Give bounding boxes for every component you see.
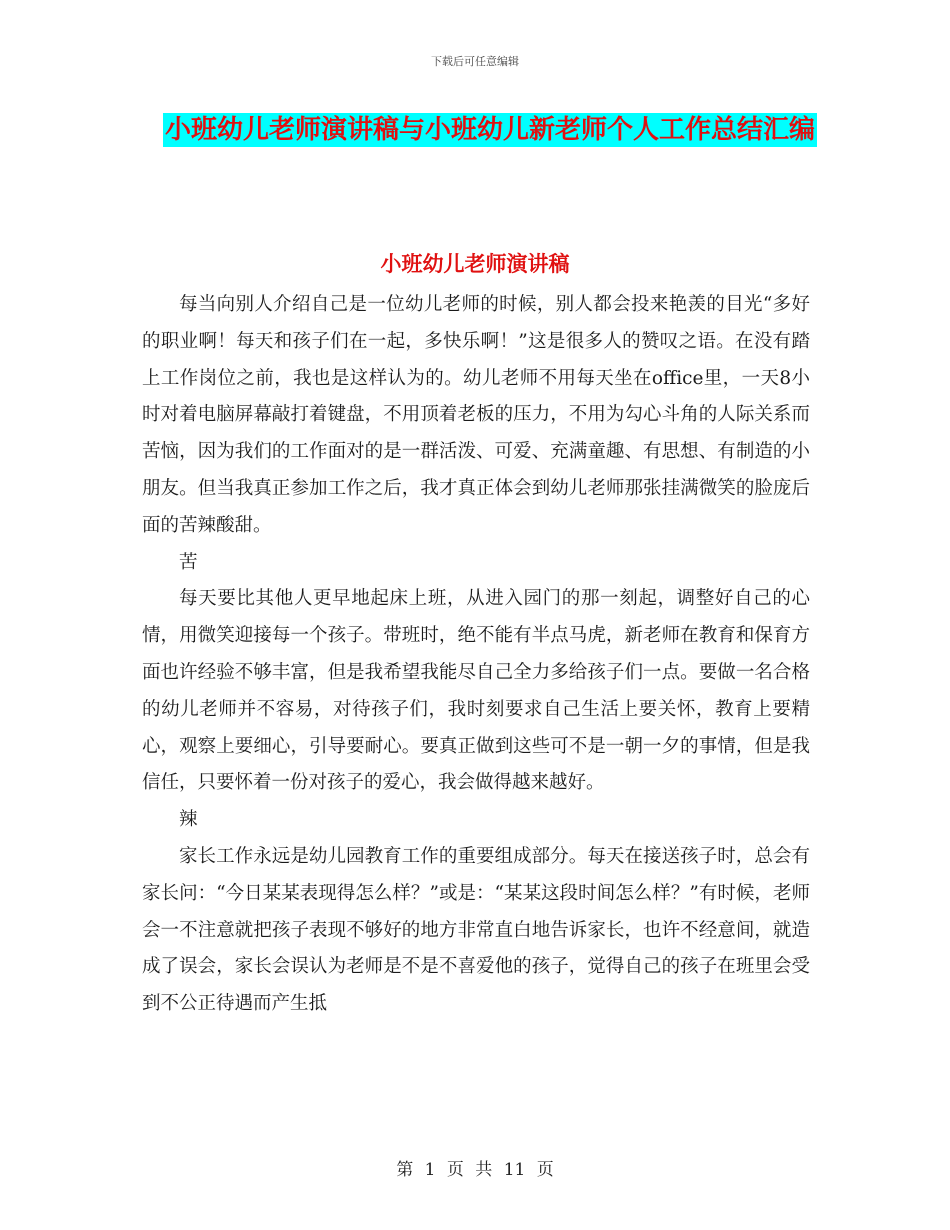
document-title-text: 小班幼儿老师演讲稿与小班幼儿新老师个人工作总结汇编	[164, 115, 815, 145]
paragraph-heading: 辣	[179, 809, 198, 831]
document-title	[140, 108, 840, 152]
section-title: 小班幼儿老师演讲稿	[380, 252, 570, 276]
paragraph: 每当向别人介绍自己是一位幼儿老师的时候，别人都会投来艳羡的目光“多好的职业啊！每天和孩子们在一起，多快乐啊！”这是很多人的赞叹之语。在没有踏上工作岗位之前，我也是这样认为的。幼儿老师不用每天坐在office里，一天8小时对着电脑屏幕敲打着键盘，不用顶着老板的压力，不用为勾心斗角的人际关系而苦恼，因为我们的工作面对的是一群活泼、可爱、充满童趣、有思想、有制造的小朋友。但当我真正参加工作之后，我才真正体会到幼儿老师那张挂满微笑的脸庞后面的苦辣酸甜。	[142, 294, 810, 536]
header-note: 下载后可任意编辑	[431, 55, 519, 68]
body-text	[142, 287, 810, 1023]
paragraph: 每天要比其他人更早地起床上班，从进入园门的那一刻起，调整好自己的心情，用微笑迎接每一个孩子。带班时，绝不能有半点马虎，新老师在教育和保育方面也许经验不够丰富，但是我希望我能尽自己全力多给孩子们一点。要做一名合格的幼儿老师并不容易，对待孩子们，我时刻要求自己生活上要关怀，教育上要精心，观察上要细心，引导要耐心。要真正做到这些可不是一朝一夕的事情，但是我信任，只要怀着一份对孩子的爱心，我会做得越来越好。	[142, 588, 810, 794]
page-footer: 第 1 页 共 11 页	[396, 1160, 554, 1180]
paragraph-heading: 苦	[179, 551, 198, 573]
paragraph: 家长工作永远是幼儿园教育工作的重要组成部分。每天在接送孩子时，总会有家长问：“今日某某表现得怎么样？”或是：“某某这段时间怎么样？”有时候，老师会一不注意就把孩子表现不够好的地方非常直白地告诉家长，也许不经意间，就造成了误会，家长会误认为老师是不是不喜爱他的孩子，觉得自己的孩子在班里会受到不公正待遇而产生抵	[142, 845, 810, 1015]
